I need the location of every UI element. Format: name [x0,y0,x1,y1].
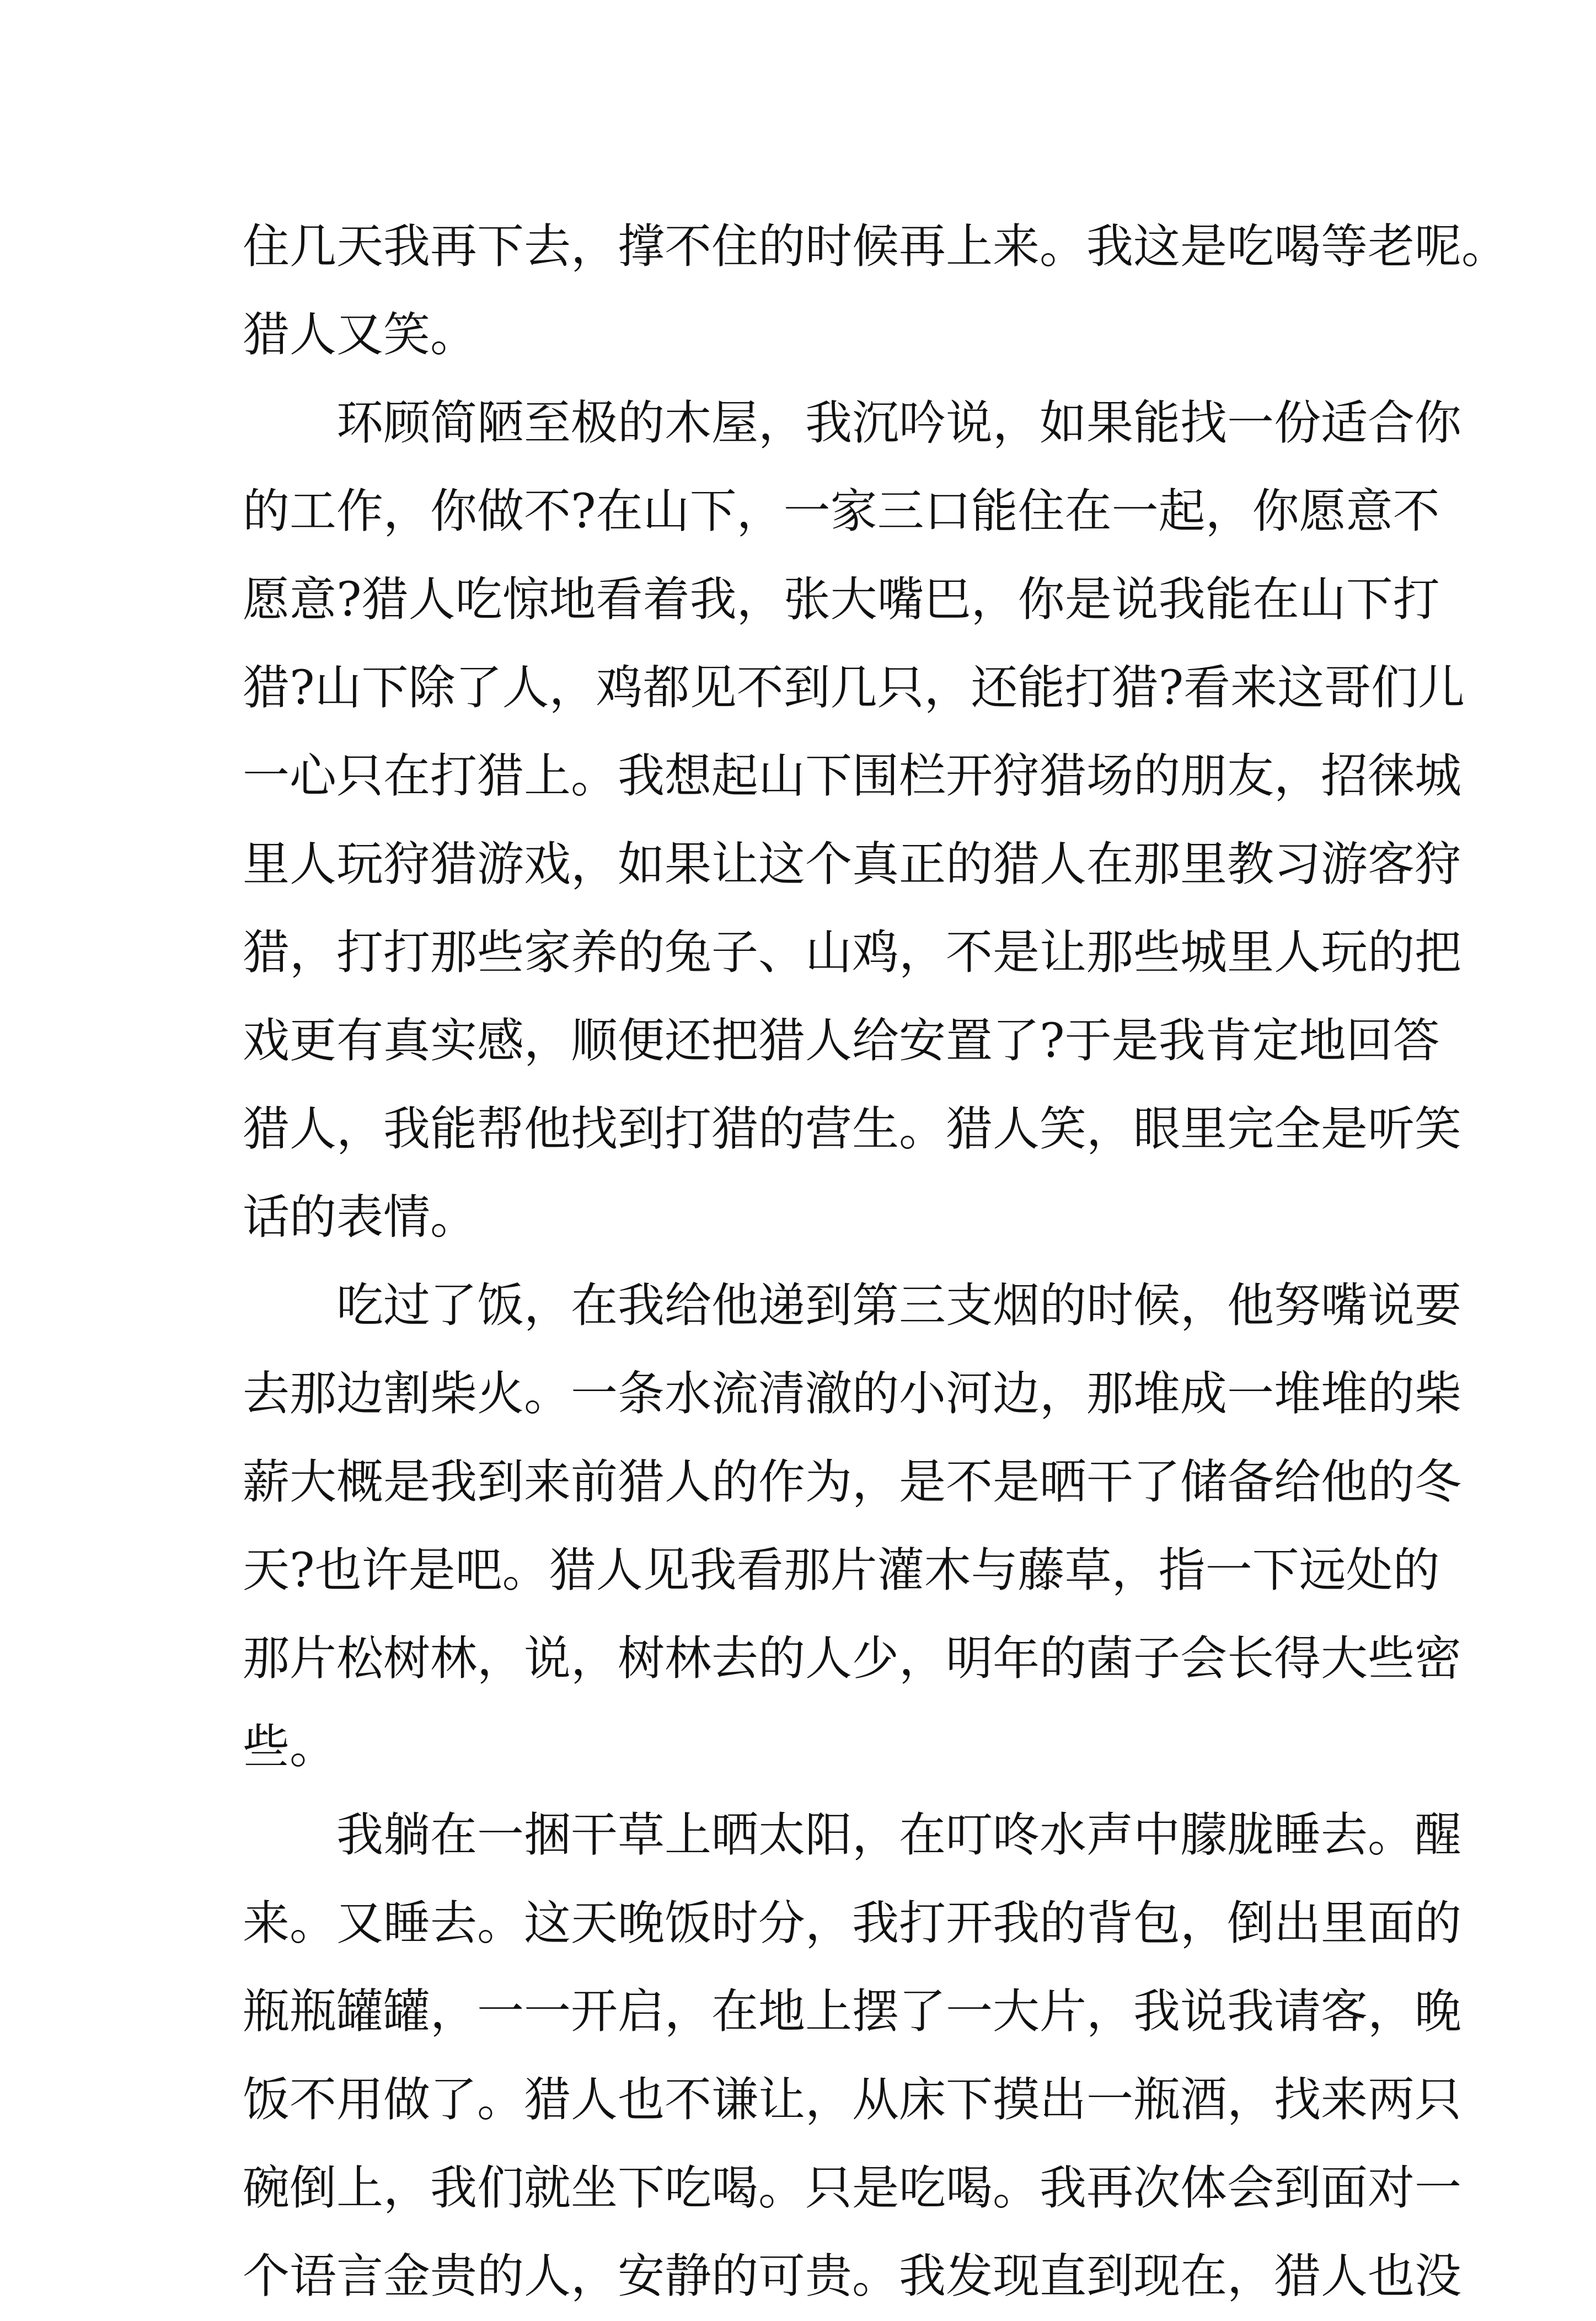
text-line: 个语言金贵的人，安静的可贵。我发现直到现在，猎人也没 [243,2249,1462,2304]
text-line: 薪大概是我到来前猎人的作为，是不是晒干了储备给他的冬 [243,1455,1462,1510]
text-line: 住几天我再下去，撑不住的时候再上来。我这是吃喝等老呢。 [243,220,1509,274]
text-line: 去那边割柴火。一条水流清澈的小河边，那堆成一堆堆的柴 [243,1367,1462,1421]
text-line: 猎，打打那些家养的兔子、山鸡，不是让那些城里人玩的把 [243,926,1462,980]
text-line: 饭不用做了。猎人也不谦让，从床下摸出一瓶酒，找来两只 [243,2073,1462,2127]
text-line: 瓶瓶罐罐，一一开启，在地上摆了一大片，我说我请客，晚 [243,1985,1462,2039]
text-line: 猎人又笑。 [243,308,478,362]
paragraph [243,1791,1462,2321]
paragraph [243,203,1509,379]
text-line: 里人玩狩猎游戏，如果让这个真正的猎人在那里教习游客狩 [243,837,1462,892]
text-line: 那片松树林，说，树林去的人少，明年的菌子会长得大些密 [243,1632,1462,1686]
text-line: 些。 [243,1720,337,1774]
text-line: 猎人，我能帮他找到打猎的营生。猎人笑，眼里完全是听笑 [243,1102,1462,1157]
text-line: 猎?山下除了人，鸡都见不到几只，还能打猎?看来这哥们儿 [243,661,1465,715]
text-line: 一心只在打猎上。我想起山下围栏开狩猎场的朋友，招徕城 [243,749,1462,804]
text-line: 我躺在一捆干草上晒太阳，在叮咚水声中朦胧睡去。醒 [336,1808,1462,1863]
text-line: 愿意?猎人吃惊地看着我，张大嘴巴，你是说我能在山下打 [243,573,1440,627]
text-line: 来。又睡去。这天晚饭时分，我打开我的背包，倒出里面的 [243,1896,1462,1951]
text-line: 天?也许是吧。猎人见我看那片灌木与藤草，指一下远处的 [243,1543,1440,1598]
article-body [243,203,1509,2321]
text-line: 戏更有真实感，顺便还把猎人给安置了?于是我肯定地回答 [243,1014,1440,1068]
text-line: 的工作，你做不?在山下，一家三口能住在一起，你愿意不 [243,484,1440,539]
paragraph [243,1262,1462,1791]
text-line: 环顾简陋至极的木屋，我沉吟说，如果能找一份适合你 [336,396,1462,451]
text-line: 吃过了饭，在我给他递到第三支烟的时候，他努嘴说要 [336,1279,1462,1333]
text-line: 话的表情。 [243,1190,478,1245]
paragraph [243,379,1465,1262]
text-line: 碗倒上，我们就坐下吃喝。只是吃喝。我再次体会到面对一 [243,2161,1462,2216]
